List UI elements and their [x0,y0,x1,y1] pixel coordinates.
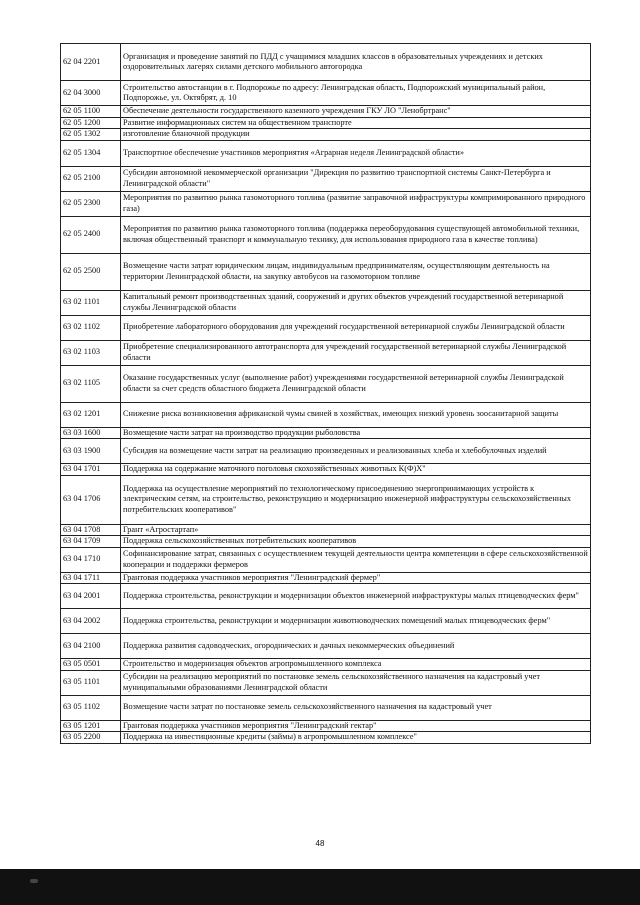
table-row [61,524,591,536]
table-row [61,609,591,634]
table-row [61,695,591,720]
table-row [61,340,591,365]
row-description: Поддержка развития садоводческих, огороднических и дачных некоммерческих объединений [121,634,591,659]
page-number: 48 [315,839,325,848]
table-row [61,216,591,253]
table-row [61,720,591,732]
row-code: 63 02 1103 [61,340,121,365]
row-code: 63 04 2100 [61,634,121,659]
row-description: Возмещение части затрат юридическим лицам, индивидуальным предпринимателям, осуществляющим деятельность на территории Ленинградской области, на закупку автобусов на газомоторном топливе [121,253,591,290]
row-description: Поддержка на инвестиционные кредиты (займы) в агропромышленном комплексе" [121,732,591,744]
table-row [61,81,591,106]
row-description: Субсидии на реализацию мероприятий по постановке земель сельскохозяйственного назначения на кадастровый учет муниципальными образованиями Ленинградской области [121,670,591,695]
table-row [61,439,591,464]
row-code: 63 02 1201 [61,402,121,427]
row-code: 63 04 2002 [61,609,121,634]
row-code: 63 02 1101 [61,290,121,315]
row-code: 63 05 1201 [61,720,121,732]
row-code: 63 04 1709 [61,536,121,548]
table-row [61,732,591,744]
row-code: 63 05 2200 [61,732,121,744]
row-code: 63 04 1711 [61,572,121,584]
row-code: 62 05 2400 [61,216,121,253]
row-code: 62 04 2201 [61,44,121,81]
row-code: 63 02 1105 [61,365,121,402]
row-description: Поддержка на осуществление мероприятий по технологическому присоединению энергопринимающих устройств к электрическим сетям, на строительство, реконструкцию и модернизацию инженерной инфраструктуры сельскохозяйственных потребительских кооперативов" [121,475,591,524]
row-description: Мероприятия по развитию рынка газомоторного топлива (поддержка переоборудования существующей автомобильной техники, включая общественный транспорт и коммунальную технику, для использования природного газа в качестве топлива) [121,216,591,253]
row-description: Поддержка сельскохозяйственных потребительских кооперативов [121,536,591,548]
table-row [61,572,591,584]
row-description: Поддержка строительства, реконструкции и модернизации объектов инженерной инфраструктуры малых птицеводческих ферм" [121,584,591,609]
row-code: 63 04 1708 [61,524,121,536]
table-row [61,44,591,81]
row-description: Приобретение лабораторного оборудования для учреждений государственной ветеринарной службы Ленинградской области [121,315,591,340]
table-row [61,547,591,572]
row-description: Оказание государственных услуг (выполнение работ) учреждениями государственной ветеринарной службы Ленинградской области за счет средств областного бюджета Ленинградской области [121,365,591,402]
row-description: Возмещение части затрат на производство продукции рыболовства [121,427,591,439]
row-code: 62 04 3000 [61,81,121,106]
row-code: 63 05 0501 [61,659,121,671]
row-code: 62 05 2500 [61,253,121,290]
row-code: 62 05 1302 [61,129,121,141]
row-description: Субсидии автономной некоммерческой организации "Дирекция по развитию транспортной системы Санкт-Петербурга и Ленинградской области" [121,166,591,191]
row-description: Строительство и модернизация объектов агропромышленного комплекса [121,659,591,671]
row-description: Возмещение части затрат по постановке земель сельскохозяйственного назначения на кадастровый учет [121,695,591,720]
table-row [61,315,591,340]
row-description: Приобретение специализированного автотранспорта для учреждений государственной ветеринарной службы Ленинградской области [121,340,591,365]
row-description: Грантовая поддержка участников мероприятия "Ленинградский гектар" [121,720,591,732]
row-code: 63 04 2001 [61,584,121,609]
row-code: 62 05 2300 [61,191,121,216]
row-description: Снижение риска возникновения африканской чумы свиней в хозяйствах, имеющих низкий уровень зоосанитарной защиты [121,402,591,427]
row-description: Софинансирование затрат, связанных с осуществлением текущей деятельности центра компетенции в сфере сельскохозяйственной кооперации и поддержки фермеров [121,547,591,572]
table-row [61,365,591,402]
table-row [61,253,591,290]
row-description: Субсидия на возмещение части затрат на реализацию произведенных и реализованных хлеба и хлебобулочных изделий [121,439,591,464]
row-code: 63 05 1102 [61,695,121,720]
row-description: Организация и проведение занятий по ПДД с учащимися младших классов в образовательных учреждениях и детских оздоровительных лагерях силами детского мобильного автогородка [121,44,591,81]
row-code: 62 05 1100 [61,106,121,118]
row-description: Поддержка на содержание маточного поголовья скохозяйственных животных К(Ф)Х" [121,464,591,476]
row-description: Транспортное обеспечение участников мероприятия «Аграрная неделя Ленинградской области» [121,140,591,166]
row-code: 63 04 1701 [61,464,121,476]
scan-speck [30,879,38,883]
table-row [61,634,591,659]
table-row [61,670,591,695]
row-description: Развитие информационных систем на общественном транспорте [121,117,591,129]
table-row [61,129,591,141]
table-row [61,584,591,609]
scan-border [0,869,640,905]
table-body [61,44,591,744]
table-row [61,427,591,439]
budget-codes-table [60,43,591,744]
row-code: 63 04 1706 [61,475,121,524]
table-row [61,166,591,191]
table-row [61,106,591,118]
row-code: 63 03 1600 [61,427,121,439]
row-description: Грант «Агростартап» [121,524,591,536]
row-code: 62 05 1200 [61,117,121,129]
table-row [61,191,591,216]
row-code: 62 05 2100 [61,166,121,191]
row-description: Обеспечение деятельности государственного казенного учреждения ГКУ ЛО "Ленобртранс" [121,106,591,118]
table-row [61,464,591,476]
table-row [61,536,591,548]
row-code: 63 05 1101 [61,670,121,695]
row-code: 62 05 1304 [61,140,121,166]
document-page [60,43,591,744]
row-code: 63 02 1102 [61,315,121,340]
row-description: Поддержка строительства, реконструкции и модернизации животноводческих помещений малых птицеводческих ферм" [121,609,591,634]
row-description: Грантовая поддержка участников мероприятия "Ленинградский фермер" [121,572,591,584]
row-code: 63 03 1900 [61,439,121,464]
row-description: Капитальный ремонт производственных зданий, сооружений и других объектов учреждений государственной ветеринарной службы Ленинградской области [121,290,591,315]
table-row [61,402,591,427]
table-row [61,140,591,166]
row-code: 63 04 1710 [61,547,121,572]
row-description: изготовление бланочной продукции [121,129,591,141]
table-row [61,117,591,129]
row-description: Строительство автостанции в г. Подпорожье по адресу: Ленинградская область, Подпорожский муниципальный район, Подпорожье, ул. Октябрят, д. 10 [121,81,591,106]
table-row [61,659,591,671]
row-description: Мероприятия по развитию рынка газомоторного топлива (развитие заправочной инфраструктуры компримированного природного газа) [121,191,591,216]
table-row [61,475,591,524]
table-row [61,290,591,315]
